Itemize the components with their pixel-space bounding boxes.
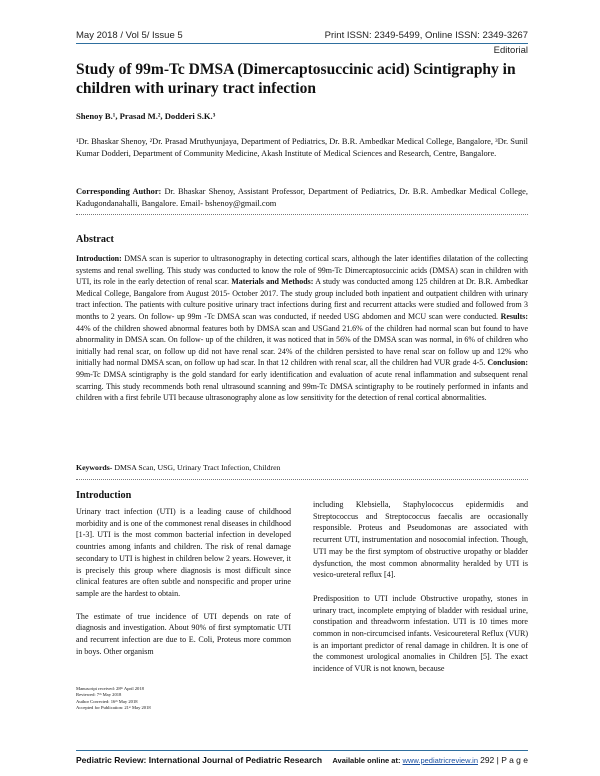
introduction-heading: Introduction: [76, 490, 132, 501]
available-label: Available online at:: [332, 756, 403, 765]
divider-dotted: [76, 479, 528, 480]
left-paragraph-1: Urinary tract infection (UTI) is a leading cause of childhood morbidity and is one of the commonest renal diseases in childhood [1-3]. UTI is the most common bacterial infection in developed countries among infants and children. The risk of renal damage secondary to UTI is highest in children below 2 years. However, it is precisely this group where diagnosis is most difficult since clinical features are often subtle and nonspecific and proper urine sample are the hardest to obtain.: [76, 507, 291, 598]
keywords: [76, 463, 280, 472]
abstract-body: [76, 253, 528, 404]
journal-url-link[interactable]: www.pediatricreview.in: [402, 756, 478, 765]
right-column: [313, 499, 528, 675]
journal-name: Pediatric Review: International Journal of Pediatric Research: [76, 755, 323, 765]
results-text: 44% of the children showed abnormal features both by DMSA scan and USGand 21.6% of the children had normal scan but found to have abnormality in DMSA scan. On follow- up of the children, it was noticed that in 56% of the DMSA scan was normal, in 6% of children who initially had renal scar, on follow up did not have renal scar. 24% of the children persisted to have renal scar on follow up and 12% who initially had normal DMSA scan, on follow up had scar. In that 12 children with renal scar, all the children had VUR grade 4-5.: [76, 323, 528, 368]
methods-text: A study was conducted among 125 children at Dr. B.R. Ambedkar Medical College, Bangalore from August 2015- October 2017. The study group included both inpatient and outpatient children with urinary tract infection. The patients with culture positive urinary tract infections during first and recurrent attacks were studied and followed from 3 months to 2 years. On follow- up 99m -Tc DMSA scan was conducted, if needed USG abdomen and MCU scan were conducted.: [76, 277, 528, 321]
manuscript-received: Manuscript received: 28ᵗʰ April 2018: [76, 686, 144, 691]
authors: Shenoy B.¹, Prasad M.², Dodderi S.K.³: [76, 111, 216, 121]
manuscript-reviewed: Reviewed: 7ᵗʰ May 2018: [76, 692, 122, 698]
footer-right: [332, 755, 528, 765]
page-number: 292 | P a g e: [480, 755, 528, 765]
article-title: Study of 99m-Tc DMSA (Dimercaptosuccinic acid) Scintigraphy in children with urinary tract infection: [76, 61, 516, 97]
abstract-heading: Abstract: [76, 234, 114, 245]
divider-dotted: [76, 214, 528, 215]
corresponding-label: Corresponding Author:: [76, 187, 162, 196]
accepted-date: Accepted for Publication: 21ˢᵗ May 2018: [76, 705, 151, 711]
issn-info: Print ISSN: 2349-5499, Online ISSN: 2349-3267: [324, 30, 528, 41]
footer-rule: [76, 750, 528, 751]
affiliations: ¹Dr. Bhaskar Shenoy, ²Dr. Prasad Mruthyunjaya, Department of Pediatrics, Dr. B.R. Ambedkar Medical College, Bangalore, ³Dr. Sunil Kumar Dodderi, Department of Community Medicine, Akash Institute of Medical Sciences and Research, Centre, Bangalore.: [76, 137, 528, 159]
conclusion-text: 99m-Tc DMSA scintigraphy is the gold standard for early identification and evaluation of acute renal inflammation and subsequent renal scarring. This study recommends both renal ultrasound scanning and 99m-Tc DMSA scintigraphy to be routinely performed in infants and children with a first febrile UTI because ultrasonography alone as low sensitivity for the detection of renal cortical abnormalities.: [76, 369, 528, 403]
right-paragraph-1: including Klebsiella, Staphylococcus epidermidis and Streptococcus and Streptococcus faecalis are occasionally responsible. Proteus and Pseudomonas are associated with recurrent UTI, instrumentation and nosocomial infection. Though, UTI may be the first symptom of obstructive uropathy or bladder dysfunction, the most common abnormality heralded by UTI is vesico-ureteral reflux [4].: [313, 500, 528, 580]
left-column: [76, 506, 291, 657]
author-corrected: Author Corrected: 16ᵗʰ May 2018: [76, 698, 138, 704]
corresponding-author: [76, 186, 528, 211]
results-label: Results:: [500, 311, 528, 321]
keywords-text: DMSA Scan, USG, Urinary Tract Infection, Children: [112, 463, 281, 472]
manuscript-dates: [76, 686, 151, 712]
conclusion-label: Conclusion:: [487, 358, 528, 368]
header-rule: [76, 43, 528, 44]
methods-label: Materials and Methods:: [231, 277, 314, 287]
right-paragraph-2: Predisposition to UTI include Obstructive uropathy, stones in urinary tract, incomplete emptying of bladder with residual urine, constipation and threadworm infestation. UTI is 10 times more common in non-circumcised infants. Vesicoureteral Reflux (VUR) is an important predictor of renal damage in children. It is one of the commonest urological anomalies in Children [5]. The exact incidence of VUR is not known, because: [313, 593, 528, 674]
intro-text: DMSA scan is superior to ultrasonography in detecting cortical scars, although the later identifies dilatation of the collecting systems and renal swelling. This study was conducted to know the role of 99m-Tc Dimercaptosuccinic acids (DMSA) scan in children with UTI, its role in the early detection of renal scar.: [76, 254, 528, 287]
keywords-label: Keywords-: [76, 463, 113, 472]
intro-label: Introduction:: [76, 254, 122, 263]
corresponding-text: Dr. Bhaskar Shenoy, Assistant Professor, Department of Pediatrics, Dr. B.R. Ambedkar Medical College, Kadugondanahalli, Bangalore. Email- bshenoy@gmail.com: [76, 187, 528, 209]
issue-info: May 2018 / Vol 5/ Issue 5: [76, 30, 183, 41]
section-label: Editorial: [493, 45, 528, 56]
left-paragraph-2: The estimate of true incidence of UTI depends on rate of diagnosis and investigation. About 90% of first symptomatic UTI and recurrent infection are due to E. Coli, Proteus more common in boys. Other organism: [76, 611, 291, 656]
